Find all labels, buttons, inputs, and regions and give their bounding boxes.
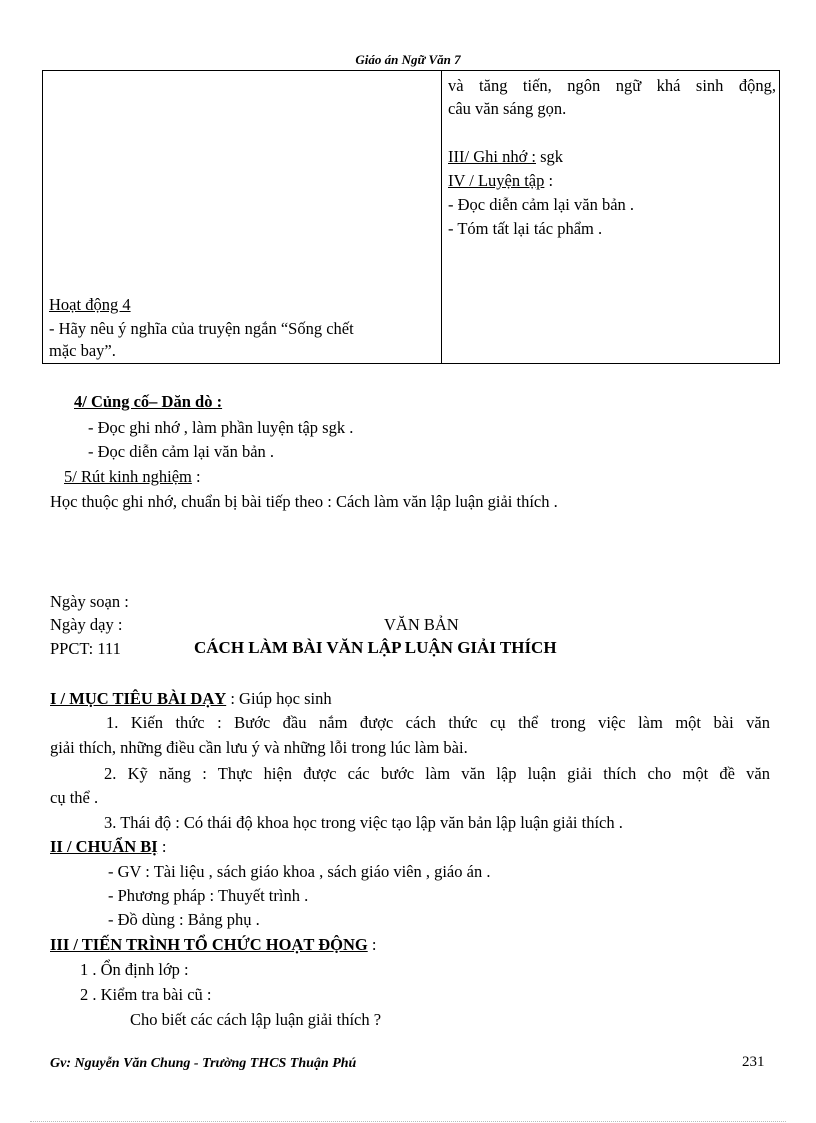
tientrinh-item-1: 1 . Ổn định lớp :	[80, 960, 189, 979]
ghinho-label: III/ Ghi nhớ :	[448, 147, 537, 166]
cungco-label: 4/ Củng cố– Dăn dò :	[74, 392, 223, 411]
footer-author: Gv: Nguyễn Văn Chung - Trường THCS Thuận Phú	[50, 1056, 357, 1071]
table-right-cell	[442, 71, 780, 364]
page-number: 231	[742, 1054, 765, 1070]
tientrinh-line	[50, 935, 376, 955]
chuanbi-label: II / CHUẨN BỊ	[50, 837, 158, 856]
luyentap-line	[448, 171, 553, 191]
muctieu-line	[50, 689, 332, 709]
rutkinh-text: Học thuộc ghi nhớ, chuẩn bị bài tiếp theo : Cách làm văn lập luận giải thích .	[50, 492, 558, 511]
kynang-line-2: cụ thể .	[50, 788, 99, 807]
activity-line-2: mặc bay”.	[49, 341, 116, 360]
ghinho-value: sgk	[536, 147, 564, 166]
luyentap-item-2: - Tóm tất lại tác phẩm .	[448, 219, 603, 238]
rutkinh-line	[64, 467, 201, 487]
tientrinh-label: III / TIẾN TRÌNH TỔ CHỨC HOẠT ĐỘNG	[50, 935, 368, 954]
rutkinh-label: 5/ Rút kinh nghiệm	[64, 467, 192, 486]
tientrinh-question: Cho biết các cách lập luận giải thích ?	[130, 1010, 382, 1029]
kynang-line-1: 2. Kỹ năng : Thực hiện được các bước làm văn lập luận giải thích cho một đề văn	[104, 764, 770, 783]
chuanbi-line	[50, 837, 166, 857]
chuanbi-item-1: - GV : Tài liệu , sách giáo khoa , sách giáo viên , giáo án .	[108, 862, 491, 881]
page-header: Giáo án Ngữ Văn 7	[355, 52, 461, 67]
muctieu-suffix: : Giúp học sinh	[226, 689, 332, 708]
right-line-1: và tăng tiến, ngôn ngữ khá sinh động,	[448, 76, 776, 95]
lesson-table	[42, 70, 780, 364]
chuanbi-item-3: - Đồ dùng : Bảng phụ .	[108, 910, 260, 929]
activity-line-1: - Hãy nêu ý nghĩa của truyện ngắn “Sống chết	[49, 319, 354, 338]
chuanbi-item-2: - Phương pháp : Thuyết trình .	[108, 886, 309, 905]
right-line-2: câu văn sáng gọn.	[448, 99, 567, 118]
activity-heading: Hoạt động 4	[49, 295, 131, 314]
ngay-day: Ngày dạy :	[50, 615, 123, 634]
rutkinh-colon: :	[191, 467, 201, 486]
table-left-cell	[43, 71, 442, 364]
ngay-soan: Ngày soạn :	[50, 592, 129, 611]
lesson-title: CÁCH LÀM BÀI VĂN LẬP LUẬN GIẢI THÍCH	[194, 638, 557, 657]
cungco-item-1: - Đọc ghi nhớ , làm phần luyện tập sgk .	[88, 418, 354, 437]
ghinho-line	[448, 147, 563, 167]
van-ban-label: VĂN BẢN	[384, 615, 459, 634]
luyentap-label: IV / Luyện tập	[448, 171, 545, 190]
tientrinh-item-2: 2 . Kiểm tra bài cũ :	[80, 985, 212, 1004]
tientrinh-colon: :	[367, 935, 377, 954]
kienthuc-line-2: giải thích, những điều cần lưu ý và những lỗi trong lúc làm bài.	[50, 738, 468, 757]
chuanbi-colon: :	[157, 837, 167, 856]
cungco-item-2: - Đọc diễn cảm lại văn bản .	[88, 442, 275, 461]
ppct: PPCT: 111	[50, 639, 121, 658]
kienthuc-line-1: 1. Kiến thức : Bước đầu nắm được cách thức cụ thể trong việc làm một bài văn	[106, 713, 770, 732]
bottom-divider	[30, 1121, 786, 1122]
muctieu-label: I / MỤC TIÊU BÀI DẠY	[50, 689, 227, 708]
luyentap-item-1: - Đọc diễn cảm lại văn bản .	[448, 195, 635, 214]
thaido-line: 3. Thái độ : Có thái độ khoa học trong việc tạo lập văn bản lập luận giải thích .	[104, 813, 623, 832]
luyentap-colon: :	[544, 171, 554, 190]
